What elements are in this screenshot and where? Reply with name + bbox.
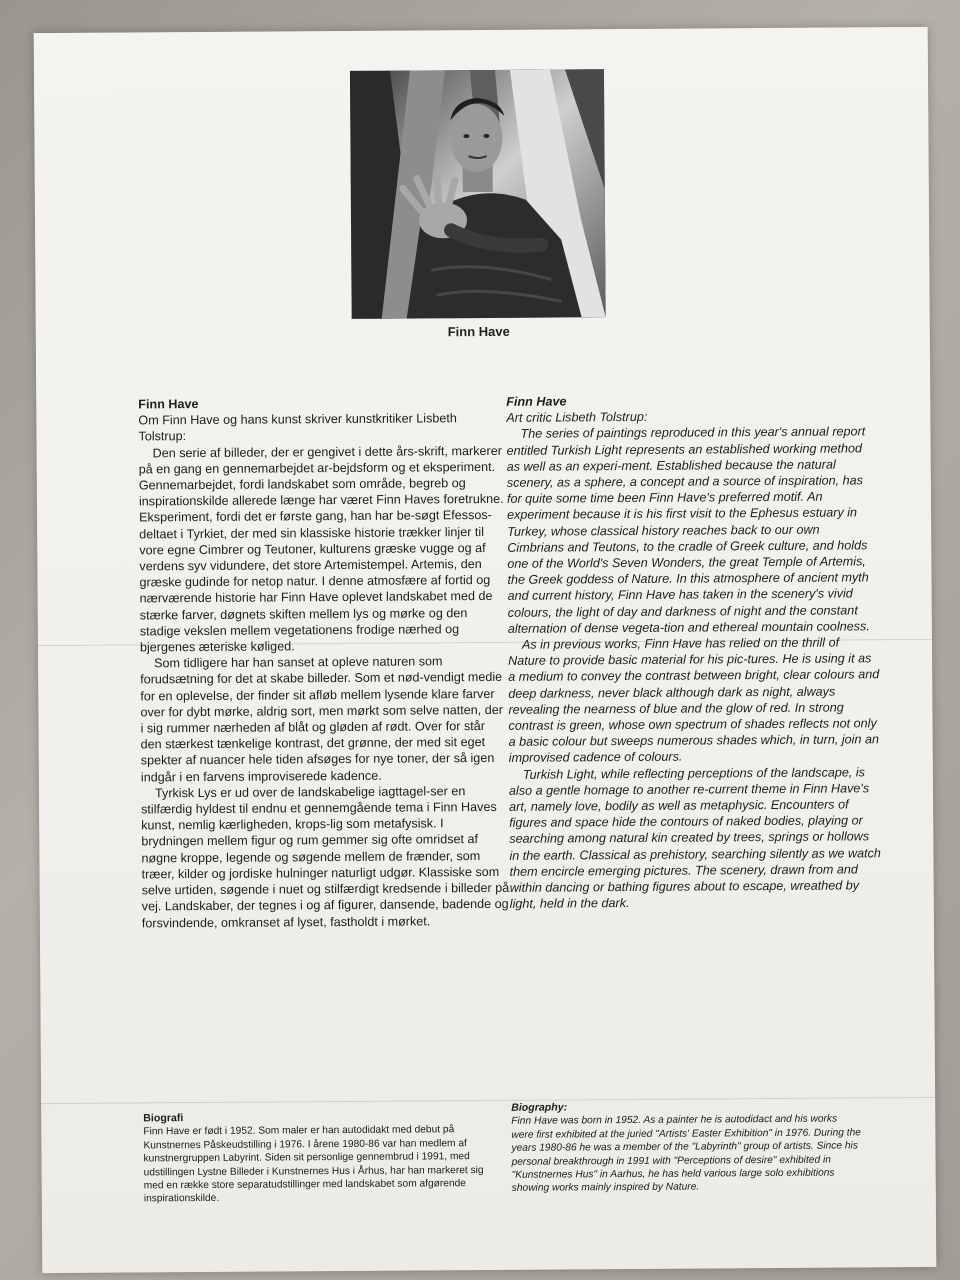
english-intro: Art critic Lisbeth Tolstrup: (506, 410, 648, 426)
english-heading: Finn Have (506, 394, 567, 409)
english-paragraph: The series of paintings reproduced in this year's annual report entitled Turkish Light represents an established working method as well as an experi-ment. Established because the natural scenery, as a sphere, a concept and a source of inspiration, has for quite some time been Finn Have's preferred motif. An experiment because it is his first visit to the Ephesus estuary in Turkey, whose classical history reaches back to our own Cimbrians and Teutons, to the cradle of Greek culture, and holds one of the World's Seven Wonders, the great Temple of Artemis, the Greek goddess of Nature. In this atmosphere of ancient myth and current history, Finn Have has taken in the scenery's vivid colours, the light of day and darkness of night and the constant alternation of dense vegeta-tion and ethereal mountain coolness. (506, 424, 870, 636)
danish-heading: Finn Have (138, 396, 199, 412)
english-paragraph: As in previous works, Finn Have has relied on the thrill of Nature to provide basic material for his pic-tures. He is using it as a medium to convey the contrast between bright, clear colours and deep darkness, never black although dark as night, always revealing the nearness of blue and the glow of red. In strong contrast is green, whose own spectrum of shades reflects not only a basic colour but sweeps numerous shades which, in turn, join an improvised cadence of colours. (508, 635, 880, 766)
printed-sheet (34, 27, 937, 1273)
english-article (506, 391, 882, 912)
portrait-illustration (350, 69, 606, 319)
artist-portrait-photo (350, 69, 606, 319)
photo-caption: Finn Have (447, 323, 510, 340)
danish-bio-text: Finn Have er født i 1952. Som maler er han autodidakt med debut på Kunstnernes Påskeudstilling i 1976. I årene 1980-86 var han medlem af kunstnergruppen Labyrint. Siden sit personlige gennembrud i 1991, med udstillingen Lystne Billeder i Kunstnernes Hus i Århus, har han markeret sig med en række store separatudstillinger med landskabet som afgørende inspirationskilde. (143, 1124, 484, 1205)
danish-bio-heading: Biografi (143, 1112, 184, 1125)
danish-intro: Om Finn Have og hans kunst skriver kunstkritiker Lisbeth Tolstrup: (138, 411, 457, 444)
danish-paragraph: Som tidligere har han sanset at opleve naturen som forudsætning for det at skabe billeder. Som et nød-vendigt medie for en oplevelse, der finder sit afløb mellem lysende klare farver over for dybt mørke, aldrig sort, men mørkt som selve natten, der i sig rummer nærheden af blåt og gløden af rødt. Over for står den stærkest tænkelige kontrast, det grønne, der med sit eget spekter af nuancer hele tiden afsøges for nye toner, der så igen indgår i en farvens improviserede kadence. (140, 654, 504, 785)
danish-biography (143, 1110, 499, 1206)
english-bio-text: Finn Have was born in 1952. As a painter he is autodidact and his works were first exhibited at the juried "Artists' Easter Exhibition" in 1976. During the years 1980-86 he was a member of the "Labyrinth" group of artists. Since his personal breakthrough in 1991 with "Perceptions of desire" exhibited in "Kunstnernes Hus" in Aarhus, he has held various large solo exhibitions showing works mainly inspired by Nature. (511, 1113, 861, 1195)
english-biography (511, 1099, 862, 1195)
english-paragraph: Turkish Light, while reflecting perceptions of the landscape, is also a gentle homage to another re-current theme in Finn Have's art, namely love, bodily as well as metaphysic. Encounters of figures and space hide the contours of naked bodies, playing or searching among natural kin created by trees, springs or hollows in the earth. Classical as prehistory, searching silently as we watch them encircle emerging pictures. The scenery, drawn from and within dancing or bathing figures about to escape, wreathed by light, held in the dark. (508, 765, 881, 912)
english-bio-heading: Biography: (511, 1101, 568, 1114)
danish-paragraph: Tyrkisk Lys er ud over de landskabelige iagttagel-ser en stilfærdig hyldest til endnu et gennemgående tema i Finn Haves kunst, nemlig kærligheden, krops-lig som metafysisk. I brydningen mellem figur og rum gemmer sig ofte omridset af nøgne kroppe, legende og søgende mellem de frænder, som træer, kilder og jordiske hulninger naturligt udgør. Klassiske som selve urtiden, søgende i nuet og stilfærdigt kredsende i billeder på vej. Landskaber, der tegnes i og af figurer, dansende, badende og forsvindende, omkranset af lyset, fastholdt i mørket. (141, 784, 510, 930)
danish-paragraph: Den serie af billeder, der er gengivet i dette års-skrift, markerer på en gang en gennemarbejdet ar-bejdsform og et eksperiment. Gennemarbejdet, fordi landskabet som område, begreb og inspirationskilde allerede længe har været Finn Haves foretrukne. Eksperiment, fordi det er første gang, han har be-søgt Efessos-deltaet i Tyrkiet, der med sin klassiske historie trækker linjer til vore egne Cimbrer og Teutoner, kulturens græske vugge og af verdens syv vidundere, det store Artemistempel. Artemis, den græske gudinde for netop natur. I denne atmosfære af fortid og nærværende historie har Finn Have oplevet landskabet med de stærke farver, døgnets skiften mellem lys og mørke og den stadige vekslen mellem vegetationens frodige nærhed og bjergenes æteriske køliged. (138, 443, 504, 655)
danish-article (138, 394, 510, 931)
